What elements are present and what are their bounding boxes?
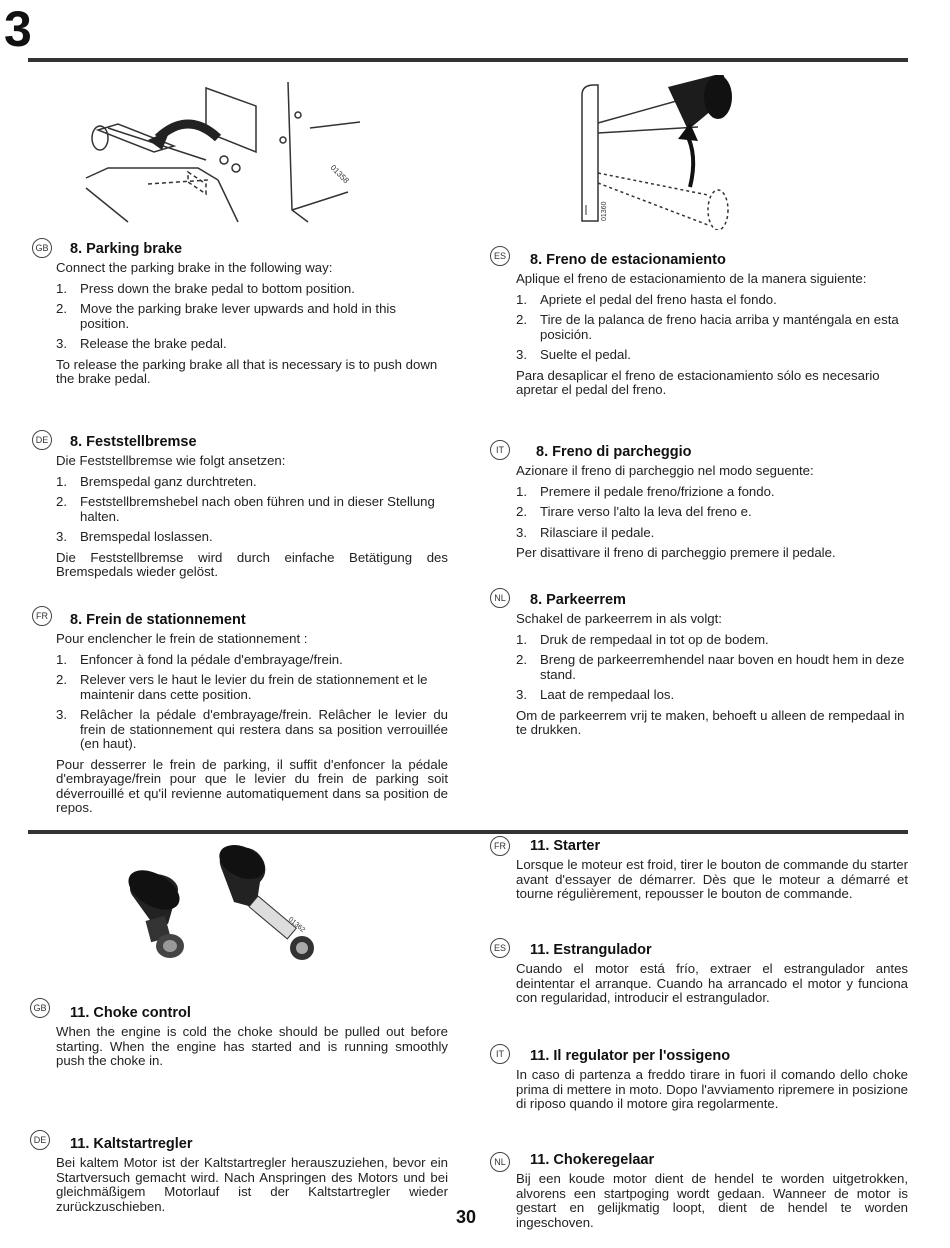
list-item: 3. Suelte el pedal. [516, 347, 631, 362]
figure-code: 01358 [328, 163, 351, 186]
section-title: 8. Parking brake [70, 241, 183, 257]
section-title: 11. Il regulator per l'ossigeno [530, 1048, 731, 1064]
language-badge-nl: NL [490, 588, 510, 608]
section-outro: Para desaplicar el freno de estacionamiento sólo es necesario apretar el pedal del freno. [516, 367, 880, 397]
step-list [56, 475, 448, 545]
list-item: 3. Relâcher la pédale d'embrayage/frein. Relâcher le levier du frein de stationnement qui restera dans sa position verrouillée (en haut). [56, 707, 448, 751]
section-title: 8. Frein de stationnement [70, 612, 246, 628]
language-badge-de: DE [30, 1130, 50, 1150]
page-number: 30 [456, 1207, 477, 1227]
step-list [56, 282, 448, 352]
language-badge-es: ES [490, 246, 510, 266]
parking-brake-handle-illustration [568, 75, 748, 230]
list-item: 3. Laat de rempedaal los. [516, 687, 675, 702]
section-title: 11. Choke control [70, 1005, 191, 1021]
step-list [56, 653, 448, 752]
list-item: 3. Rilasciare il pedale. [516, 524, 655, 540]
language-badge-fr: FR [32, 606, 52, 626]
figure-code: 01362 [286, 916, 307, 935]
section-outro: Per disattivare il freno di parcheggio premere il pedale. [516, 545, 836, 560]
list-item: 1. Press down the brake pedal to bottom position. [56, 280, 355, 296]
list-item: 1. Bremspedal ganz durchtreten. [56, 473, 257, 489]
section-intro: Connect the parking brake in the following way: [56, 260, 333, 275]
section-choke-de [56, 1136, 448, 1220]
section-choke-es [516, 942, 908, 1012]
section-intro: Schakel de parkeerrem in als volgt: [516, 611, 722, 626]
section-text: Bei kaltem Motor ist der Kaltstartregler herauszuziehen, bevor ein Startversuch gemacht wird. Nach Anspringen des Motors und bei gleichmäßigem Motorlauf ist der Kaltstartregler wieder zurückzuschieben. [56, 1155, 448, 1214]
section-parking-brake-nl [516, 592, 908, 744]
section-outro: Om de parkeerrem vrij te maken, behoeft u alleen de rempedaal in te drukken. [516, 707, 905, 737]
section-outro: To release the parking brake all that is necessary is to push down the brake pedal. [56, 356, 438, 386]
middle-divider [28, 830, 908, 834]
list-item: 2. Move the parking brake lever upwards and hold in this position. [56, 301, 396, 331]
list-item: 3. Release the brake pedal. [56, 336, 227, 351]
list-item: 2. Relever vers le haut le levier du frein de stationnement et le maintenir dans cette position. [56, 672, 428, 702]
list-item: 2. Tire de la palanca de freno hacia arriba y manténgala en esta posición. [516, 312, 899, 342]
section-text: When the engine is cold the choke should be pulled out before starting. When the engine has started and is running smoothly push the choke in. [56, 1024, 448, 1068]
section-parking-brake-es [516, 252, 908, 404]
section-choke-it [516, 1048, 908, 1118]
list-item: 1. Premere il pedale freno/frizione a fondo. [516, 483, 775, 499]
section-parking-brake-gb [56, 241, 448, 393]
section-text: Cuando el motor está frío, extraer el estrangulador antes deintentar el arranque. Cuando ha arrancado el motor y funciona con regularidad, introducir el estrangulador. [516, 961, 908, 1005]
list-item: 1. Druk de rempedaal in tot op de bodem. [516, 631, 769, 647]
parking-brake-lever-illustration [78, 80, 368, 235]
section-intro: Aplique el freno de estacionamiento de la manera siguiente: [516, 271, 867, 286]
step-list [516, 293, 908, 363]
section-choke-nl [516, 1152, 908, 1236]
step-list [516, 485, 908, 541]
language-badge-gb: GB [30, 998, 50, 1018]
section-intro: Pour enclencher le frein de stationnement : [56, 631, 308, 646]
list-item: 2. Breng de parkeerremhendel naar boven en houdt hem in deze stand. [516, 652, 905, 682]
language-badge-it: IT [490, 440, 510, 460]
list-item: 2. Feststellbremshebel nach oben führen und in dieser Stellung halten. [56, 494, 435, 524]
section-title: 11. Starter [530, 838, 601, 854]
section-choke-gb [56, 1005, 448, 1075]
section-title: 8. Feststellbremse [70, 434, 197, 450]
language-badge-it: IT [490, 1044, 510, 1064]
list-item: 1. Apriete el pedal del freno hasta el fondo. [516, 291, 777, 307]
section-text: In caso di partenza a freddo tirare in fuori il comando dello choke prima di mettere in moto. Dopo l'avviamento ripremere in posizione di riposo quando il motore gira regolarmente. [516, 1067, 908, 1111]
figure-code: 01360 [601, 201, 608, 221]
section-text: Lorsque le moteur est froid, tirer le bouton de commande du starter avant d'essayer de démarrer. Dès que le moteur a démarré et tourne régulièrement, repousser le bouton de commande. [516, 857, 908, 901]
language-badge-de: DE [32, 430, 52, 450]
list-item: 1. Enfoncer à fond la pédale d'embrayage/frein. [56, 651, 343, 667]
section-title: 8. Freno di parcheggio [536, 444, 692, 460]
section-title: 11. Kaltstartregler [70, 1136, 193, 1152]
top-divider [28, 58, 908, 62]
chapter-number: 3 [4, 1, 32, 57]
section-outro: Pour desserrer le frein de parking, il suffit d'enfoncer la pédale d'embrayage/frein pour que le levier du frein de parking soit déverrouillé et qu'il revienne automatiquement dans sa position de repos. [56, 756, 448, 815]
section-text: Bij een koude motor dient de hendel te worden uitgetrokken, alvorens een startpoging wordt gedaan. Wanneer de motor is gestart en gelijkmatig loopt, dient de hendel te worden ingeschoven. [516, 1171, 908, 1230]
step-list [516, 633, 908, 703]
section-parking-brake-de [56, 434, 448, 586]
choke-knob-illustration [110, 840, 350, 980]
language-badge-nl: NL [490, 1152, 510, 1172]
section-intro: Azionare il freno di parcheggio nel modo seguente: [516, 463, 814, 478]
list-item: 3. Bremspedal loslassen. [56, 529, 213, 544]
language-badge-gb: GB [32, 238, 52, 258]
section-title: 11. Estrangulador [530, 942, 652, 958]
list-item: 2. Tirare verso l'alto la leva del freno e. [516, 504, 752, 519]
section-intro: Die Feststellbremse wie folgt ansetzen: [56, 453, 286, 468]
section-parking-brake-fr [56, 612, 448, 822]
section-title: 8. Freno de estacionamiento [530, 252, 726, 268]
section-choke-fr [516, 838, 908, 908]
section-outro: Die Feststellbremse wird durch einfache Betätigung des Bremspedals wieder gelöst. [56, 549, 448, 579]
section-parking-brake-it [516, 444, 908, 567]
language-badge-fr: FR [490, 836, 510, 856]
section-title: 8. Parkeerrem [530, 592, 626, 608]
section-title: 11. Chokeregelaar [530, 1152, 655, 1168]
language-badge-es: ES [490, 938, 510, 958]
